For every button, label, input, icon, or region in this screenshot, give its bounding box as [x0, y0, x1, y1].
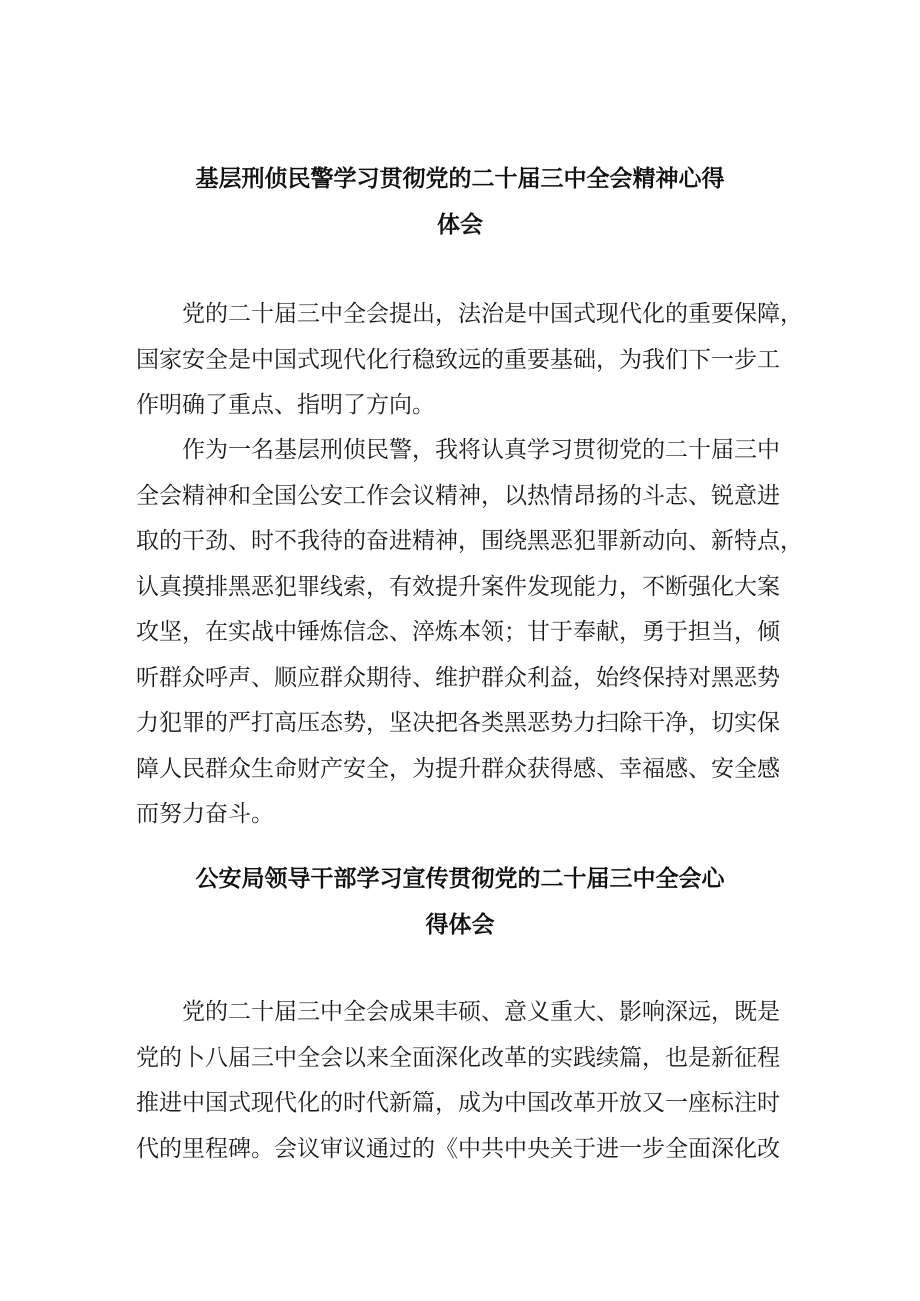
article-1-title-line-1: 基层刑侦民警学习贯彻党的二十届三中全会精神心得	[195, 166, 725, 192]
text-line: 党的二十届三中全会成果丰硕、意义重大、影响深远，既是	[182, 999, 780, 1025]
article-2-title	[130, 856, 790, 948]
article-1-title	[130, 156, 790, 248]
text-line: 全会精神和全国公安工作会议精神，以热情昂扬的斗志、锐意进	[136, 482, 780, 509]
article-1-paragraph-2	[136, 428, 803, 838]
text-line: 国家安全是中国式现代化行稳致远的重要基础，为我们下一步工	[136, 346, 780, 373]
text-line: 攻坚，在实战中锤炼信念、淬炼本领；甘于奉献，勇于担当，倾	[136, 619, 780, 645]
text-line: 取的干劲、时不我待的奋进精神，围绕黑恶犯罪新动向、新特点，	[136, 528, 803, 554]
article-1-paragraph-1	[136, 292, 803, 429]
text-line: 听群众呼声、顺应群众期待、维护群众利益，始终保持对黑恶势	[136, 664, 780, 691]
article-2-paragraph-1	[136, 990, 786, 1172]
text-line: 障人民群众生命财产安全，为提升群众获得感、幸福感、安全感	[136, 755, 780, 782]
text-line: 而努力奋斗。	[136, 801, 274, 827]
article-1-title-line-2: 体会	[437, 212, 483, 238]
text-line: 党的二十届三中全会提出，法治是中国式现代化的重要保障，	[182, 301, 803, 327]
text-line: 作为一名基层刑侦民警，我将认真学习贯彻党的二十届三中	[182, 437, 780, 463]
text-line: 党的卜八届三中全会以来全面深化改革的实践续篇，也是新征程	[136, 1044, 780, 1071]
article-2-title-line-2: 得体会	[425, 912, 495, 938]
text-line: 代的里程碑。会议审议通过的《中共中央关于进一步全面深化改	[136, 1135, 780, 1162]
text-line: 力犯罪的严打高压态势，坚决把各类黑恶势力扫除干净，切实保	[136, 710, 780, 736]
text-line: 作明确了重点、指明了方向。	[136, 392, 435, 418]
article-2-title-line-1: 公安局领导干部学习宣传贯彻党的二十届三中全会心	[195, 866, 725, 892]
text-line: 认真摸排黑恶犯罪线索，有效提升案件发现能力，不断强化大案	[136, 573, 780, 600]
text-line: 推进中国式现代化的时代新篇，成为中国改革开放又一座标注时	[136, 1090, 780, 1116]
